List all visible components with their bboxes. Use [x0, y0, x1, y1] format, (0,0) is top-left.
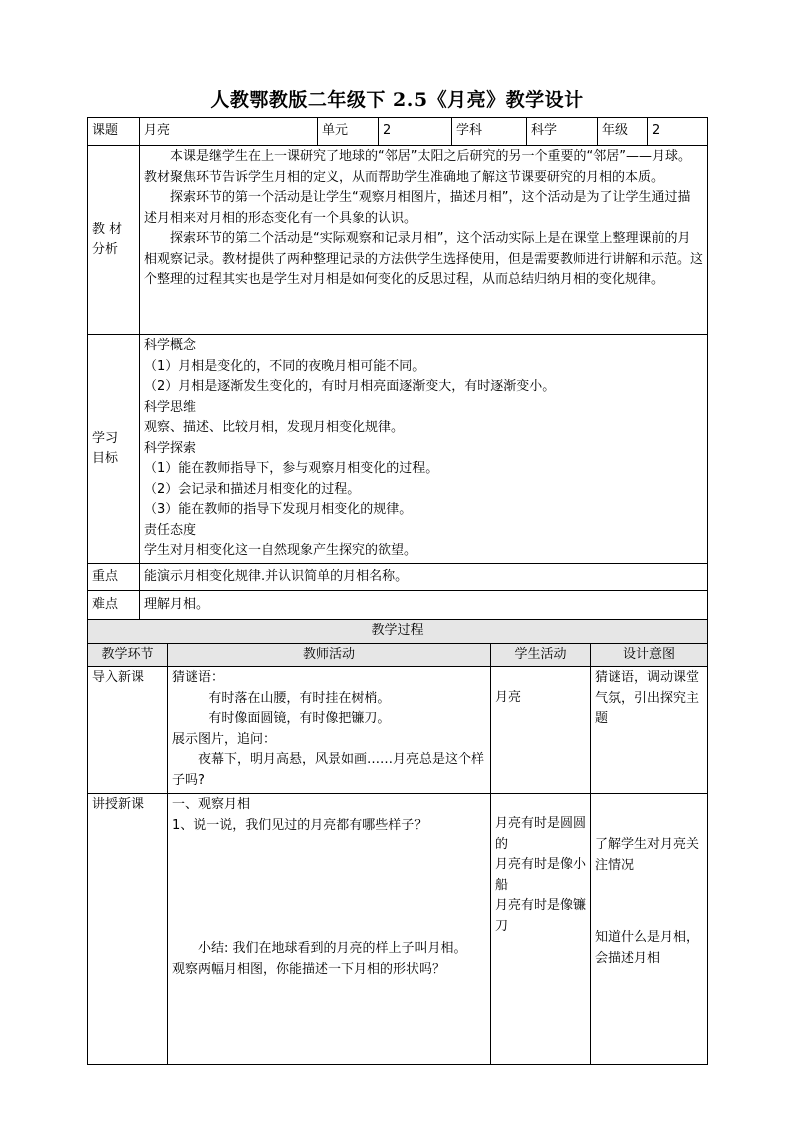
unit-value: 2 — [379, 118, 452, 146]
goals-content — [140, 335, 708, 564]
difficulty-row — [88, 591, 708, 620]
lesson-intent — [591, 794, 708, 1065]
goal-line: （1）月相是变化的，不同的夜晚月相可能不同。 — [144, 358, 426, 374]
column-header: 设计意图 — [591, 643, 708, 667]
process-heading: 教学过程 — [88, 620, 708, 644]
teacher-line: 一、观察月相 — [172, 797, 251, 812]
difficulty-value: 理解月相。 — [140, 591, 708, 620]
intent-line: 知道什么是月相，会描述月相 — [595, 930, 700, 966]
analysis-paragraph: 探索环节的第一个活动是让学生“观察月相图片，描述月相”，这个活动是为了让学生通过描述月相来对月相的形态变化有一个具象的认识。 — [144, 190, 691, 226]
unit-label: 单元 — [318, 118, 379, 146]
goal-line: 责任态度 — [144, 522, 197, 538]
goal-line: 观察、描述、比较月相，发现月相变化规律。 — [144, 420, 405, 435]
teacher-line: 小结: 我们在地球看到的月亮的样上子叫月相。 — [198, 941, 467, 956]
goal-line: 科学概念 — [144, 338, 197, 353]
student-line: 月亮有时是像小船 — [495, 857, 587, 893]
teacher-line: 猜谜语： — [172, 670, 225, 685]
process-table — [87, 619, 708, 1065]
teacher-line: 展示图片，追问： — [172, 731, 277, 747]
goal-line: （3）能在教师的指导下发现月相变化的规律。 — [144, 502, 413, 517]
intro-row — [88, 667, 708, 794]
goal-line: 科学探索 — [144, 440, 197, 456]
intro-teacher — [168, 667, 491, 794]
teacher-line: 有时落在山腰，有时挂在树梢。 — [208, 690, 391, 706]
teacher-line: 1、说一说，我们见过的月亮都有哪些样子？ — [172, 817, 428, 833]
key-point-label: 重点 — [88, 564, 140, 591]
goal-line: 科学思维 — [144, 399, 197, 415]
key-point-value: 能演示月相变化规律.并认识简单的月相名称。 — [140, 564, 708, 591]
grade-label: 年级 — [598, 118, 648, 146]
goal-line: （2）会记录和描述月相变化的过程。 — [144, 481, 361, 497]
analysis-label: 教 材 分析 — [88, 146, 140, 335]
goal-line: （1）能在教师指导下，参与观察月相变化的过程。 — [144, 461, 439, 476]
key-point-row — [88, 564, 708, 591]
column-header: 教师活动 — [168, 643, 491, 667]
column-header: 学生活动 — [491, 643, 591, 667]
grade-value: 2 — [648, 118, 708, 146]
topic-value: 月亮 — [140, 118, 318, 146]
header-row — [88, 118, 708, 146]
teacher-line: 夜幕下，明月高悬，风景如画……月亮总是这个样子吗? — [172, 752, 485, 788]
difficulty-label: 难点 — [88, 591, 140, 620]
analysis-row — [88, 146, 708, 335]
analysis-content — [140, 146, 708, 335]
lesson-teacher — [168, 794, 491, 1065]
intro-stage: 导入新课 — [88, 667, 168, 794]
teacher-line: 有时像面圆镜，有时像把镰刀。 — [208, 711, 391, 726]
lesson-info-table — [87, 117, 708, 620]
subject-label: 学科 — [452, 118, 527, 146]
goals-row — [88, 335, 708, 564]
intent-line: 了解学生对月亮关注情况 — [595, 837, 700, 873]
analysis-paragraph: 探索环节的第二个活动是“实际观察和记录月相”，这个活动实际上是在课堂上整理课前的月相观察记录。教材提供了两种整理记录的方法供学生选择使用，但是需要教师进行讲解和示范。这个整理的过程其实也是学生对月相是如何变化的反思过程，从而总结归纳月相的变化规律。 — [144, 231, 704, 287]
goal-line: （2）月相是逐渐发生变化的，有时月相亮面逐渐变大，有时逐渐变小。 — [144, 379, 556, 394]
lesson-row — [88, 794, 708, 1065]
topic-label: 课题 — [88, 118, 140, 146]
goal-line: 学生对月相变化这一自然现象产生探究的欲望。 — [144, 543, 418, 558]
student-line: 月亮有时是像镰刀 — [495, 898, 587, 934]
process-heading-row — [88, 620, 708, 644]
intro-intent: 猜谜语，调动课堂气氛，引出探究主题 — [591, 667, 708, 794]
intro-student: 月亮 — [491, 667, 591, 794]
goals-label: 学习 目标 — [88, 335, 140, 564]
subject-value: 科学 — [527, 118, 598, 146]
teacher-line: 观察两幅月相图，你能描述一下月相的形状吗？ — [172, 961, 446, 977]
lesson-student — [491, 794, 591, 1065]
lesson-stage: 讲授新课 — [88, 794, 168, 1065]
analysis-paragraph: 本课是继学生在上一课研究了地球的“邻居”太阳之后研究的另一个重要的“邻居”——月球。教材聚焦环节告诉学生月相的定义，从而帮助学生准确地了解这节课要研究的月相的本质。 — [144, 149, 691, 185]
page-title: 人教鄂教版二年级下 2.5《月亮》教学设计 — [210, 89, 584, 111]
process-columns-row — [88, 643, 708, 667]
column-header: 教学环节 — [88, 643, 168, 667]
student-line: 月亮有时是圆圆的 — [495, 816, 587, 852]
